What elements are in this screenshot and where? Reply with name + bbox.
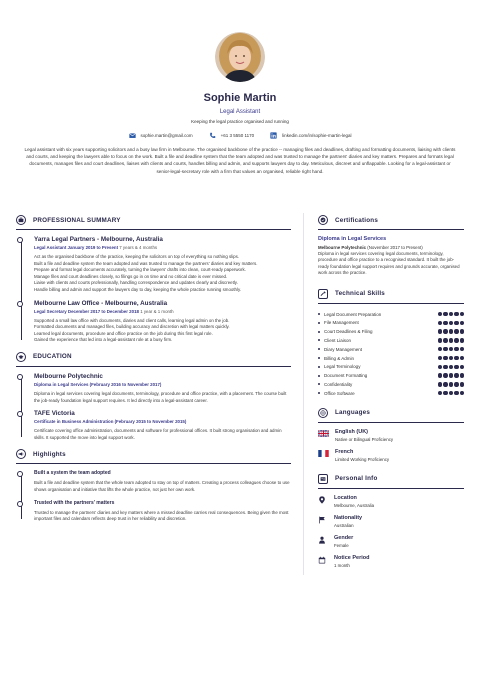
entry-title: TAFE Victoria xyxy=(34,410,75,418)
job-duration: 1 year & 1 month xyxy=(140,308,174,314)
skills-list xyxy=(318,310,464,398)
skill-row xyxy=(318,318,464,327)
bullet-icon xyxy=(318,331,320,333)
rating-dot xyxy=(460,391,464,395)
rating-dot xyxy=(454,373,458,377)
education-entry xyxy=(34,410,291,441)
technical-skills-heading xyxy=(318,287,464,301)
info-label: Gender xyxy=(334,534,354,541)
id-card-icon xyxy=(318,474,328,484)
candidate-tagline: Keeping the legal practice organised and running xyxy=(191,119,289,124)
certification-title: Diploma in Legal Services xyxy=(318,236,387,242)
profile-summary: Legal assistant with six years supporting solicitors and a busy law firm in Melbourne. The organised backbone of the practice -- managing files and deadlines, drafting and formatting documents, liaising with clients and courts, and keeping the lawyers able to focus on the work. Built a file and deadline system that the team adopted and was trusted to manage the partners' diaries and key matters. Prepares and formats legal documents, manages files and court deadlines, liaises with clients and courts, handles billing and admin, and supports lawyers day to day. Meticulous, discreet and unflappable. Looking for a legal-assistant or senior-legal-secretary role with a firm that values an organised, reliable right hand. xyxy=(24,147,456,174)
experience-entry xyxy=(34,236,291,294)
skill-row xyxy=(318,354,464,363)
bullet-icon xyxy=(318,383,320,385)
rating-dot xyxy=(454,365,458,369)
briefcase-icon xyxy=(16,215,26,225)
info-value: Melbourne, Australia xyxy=(334,502,375,508)
rating-dot xyxy=(454,382,458,386)
skill-name-wrap xyxy=(318,329,373,334)
skill-rating xyxy=(438,312,464,316)
profile-photo xyxy=(215,32,265,82)
skill-rating xyxy=(438,391,464,395)
highlights-heading xyxy=(16,447,291,461)
skill-rating xyxy=(438,321,464,325)
section-title: Personal Info xyxy=(335,475,378,483)
phone-text: +61 3 5550 1170 xyxy=(220,133,255,138)
skill-name: Billing & Admin xyxy=(324,355,355,361)
rating-dot xyxy=(443,356,447,360)
resume-columns xyxy=(0,213,480,575)
bullet-icon xyxy=(318,339,320,341)
skill-name-wrap xyxy=(318,364,360,369)
resume-header xyxy=(0,0,480,175)
calendar-icon xyxy=(318,556,326,564)
linkedin-contact[interactable] xyxy=(270,132,351,139)
rating-dot xyxy=(438,321,442,325)
entry-line: Prepare and format legal documents accurately, turning the lawyers' drafts into clean, court-ready paperwork. xyxy=(34,267,246,273)
job-duration: 7 years & 4 months xyxy=(119,245,158,250)
entry-line: Supported a small law office with documents, diaries and client calls, learning legal admin on the job. xyxy=(34,317,230,323)
info-label: Location xyxy=(334,494,357,501)
skill-name-wrap xyxy=(318,347,362,352)
info-value: Female xyxy=(334,542,349,548)
rating-dot xyxy=(460,356,464,360)
section-divider xyxy=(318,488,464,489)
rating-dot xyxy=(443,373,447,377)
rating-dot xyxy=(449,382,453,386)
timeline-dot xyxy=(17,237,23,243)
entry-subtitle: Certificate in Business Administration (February 2015 to November 2015) xyxy=(34,419,187,425)
rating-dot xyxy=(460,321,464,325)
entry-title: Melbourne Law Office - Melbourne, Australia xyxy=(34,299,168,307)
section-divider xyxy=(318,229,464,230)
badge-check-icon xyxy=(318,215,328,225)
rating-dot xyxy=(438,391,442,395)
skill-name: Document Formatting xyxy=(324,373,368,379)
skill-row xyxy=(318,345,464,354)
languages-heading xyxy=(318,406,464,420)
language-level: Limited Working Proficiency xyxy=(335,456,390,462)
skill-name: Legal Document Preparation xyxy=(324,311,382,317)
bullet-icon xyxy=(318,322,320,324)
rating-dot xyxy=(443,382,447,386)
linkedin-text: linkedin.com/in/sophie-martin-legal xyxy=(282,133,352,138)
rating-dot xyxy=(454,347,458,351)
skill-name-wrap xyxy=(318,312,381,317)
rating-dot xyxy=(449,338,453,342)
highlight-body: Trusted to manage the partners' diaries and key matters where a missed deadline carries real consequences. Being given the most important files and calendars reflects deep trust in her reliability and discretion. xyxy=(34,509,289,522)
language-name: French xyxy=(335,448,354,455)
info-value: Australian xyxy=(334,522,354,528)
personal-info-location xyxy=(318,495,464,508)
highlights-timeline xyxy=(16,470,291,522)
skill-row xyxy=(318,362,464,371)
language-entry xyxy=(318,449,464,462)
rating-dot xyxy=(449,356,453,360)
rating-dot xyxy=(460,382,464,386)
education-heading xyxy=(16,350,291,364)
left-column xyxy=(0,213,304,575)
section-divider xyxy=(16,463,291,464)
bullet-icon xyxy=(318,392,320,394)
rating-dot xyxy=(454,312,458,316)
email-icon xyxy=(129,132,136,139)
skill-row xyxy=(318,389,464,398)
highlight-title: Trusted with the partners' matters xyxy=(34,499,115,506)
skill-name: Diary Management xyxy=(324,346,363,352)
rating-dot xyxy=(438,356,442,360)
rating-dot xyxy=(443,391,447,395)
highlight-title: Built a system the team adopted xyxy=(34,470,111,477)
education-timeline xyxy=(16,373,291,441)
megaphone-icon xyxy=(16,449,26,459)
section-divider xyxy=(16,229,291,230)
skill-rating xyxy=(438,338,464,342)
skill-name-wrap xyxy=(318,373,367,378)
professional-summary-heading xyxy=(16,213,291,227)
entry-line: Built a file and deadline system the team adopted and was trusted to manage the partners' diaries and key matters. xyxy=(34,260,258,266)
bullet-icon xyxy=(318,375,320,377)
graduation-cap-icon xyxy=(16,352,26,362)
info-label: Nationality xyxy=(334,514,363,521)
rating-dot xyxy=(454,338,458,342)
skill-rating xyxy=(438,347,464,351)
section-title: PROFESSIONAL SUMMARY xyxy=(33,216,121,224)
bullet-icon xyxy=(318,313,320,315)
certification-dates: (November 2017 to Present) xyxy=(367,245,423,250)
rating-dot xyxy=(454,321,458,325)
education-entry xyxy=(34,373,291,404)
entry-line: Manage files and court deadlines closely, so filings go in on time and no critical date is ever missed. xyxy=(34,273,228,279)
language-entry xyxy=(318,429,464,442)
candidate-role: Legal Assistant xyxy=(219,109,261,115)
section-title: Languages xyxy=(335,409,371,417)
section-title: Highlights xyxy=(33,450,66,458)
rating-dot xyxy=(443,321,447,325)
skill-name: Court Deadlines & Filing xyxy=(324,329,373,335)
entry-subtitle xyxy=(34,309,291,314)
skill-name: Legal Terminology xyxy=(324,364,361,370)
entry-title: Yarra Legal Partners - Melbourne, Australia xyxy=(34,236,163,243)
person-icon xyxy=(318,536,326,544)
skill-row xyxy=(318,371,464,380)
rating-dot xyxy=(454,329,458,333)
section-divider xyxy=(318,422,464,423)
rating-dot xyxy=(443,338,447,342)
rating-dot xyxy=(438,338,442,342)
skill-name-wrap xyxy=(318,382,352,387)
rating-dot xyxy=(438,312,442,316)
rating-dot xyxy=(443,365,447,369)
certification-body: Diploma in legal services covering legal documents, terminology, procedure and office practice to a recognised standard. It built the job-ready foundation legal support requires and grounds accurate, organised work across the practice. xyxy=(318,251,460,276)
highlight-entry xyxy=(34,470,291,493)
rating-dot xyxy=(438,373,442,377)
entry-body: Diploma in legal services covering legal documents, terminology, procedure and office practice, with a placement. The course built the job-ready foundation legal support requires. It led directly into a legal-assistant career. xyxy=(34,390,287,403)
entry-title: Melbourne Polytechnic xyxy=(34,372,103,380)
highlight-entry xyxy=(34,500,291,523)
job-subtitle: Legal Secretary December 2017 to December 2018 xyxy=(34,308,139,314)
language-level: Native or Bilingual Proficiency xyxy=(335,436,394,442)
rating-dot xyxy=(438,329,442,333)
bullet-icon xyxy=(318,366,320,368)
certification-entry xyxy=(318,236,464,277)
skill-name: Confidentiality xyxy=(324,381,353,387)
experience-entry xyxy=(34,300,291,344)
timeline-dot xyxy=(17,411,23,417)
personal-info-nationality xyxy=(318,515,464,528)
job-subtitle: Legal Assistant January 2019 to Present xyxy=(34,245,119,250)
bullet-icon xyxy=(318,357,320,359)
skill-rating xyxy=(438,356,464,360)
flag-icon xyxy=(318,516,326,524)
email-contact[interactable] xyxy=(129,132,193,139)
certification-issuer-line xyxy=(318,245,464,250)
rating-dot xyxy=(449,365,453,369)
phone-contact[interactable] xyxy=(209,132,255,139)
skill-name: File Management xyxy=(324,320,359,326)
skill-rating xyxy=(438,329,464,333)
candidate-name: Sophie Martin xyxy=(203,92,277,104)
skill-row xyxy=(318,336,464,345)
rating-dot xyxy=(449,321,453,325)
rating-dot xyxy=(443,312,447,316)
rating-dot xyxy=(454,356,458,360)
personal-info-gender xyxy=(318,535,464,548)
rating-dot xyxy=(438,365,442,369)
wrench-icon xyxy=(318,289,328,299)
email-text: sophie.martin@gmail.com xyxy=(140,133,193,138)
entry-body xyxy=(34,254,291,294)
entry-line: Handle billing and admin and support the lawyers day to day, keeping the whole practice running smoothly. xyxy=(34,286,242,292)
experience-timeline xyxy=(16,236,291,344)
uk-flag xyxy=(318,430,329,437)
contact-bar xyxy=(0,132,480,139)
section-divider xyxy=(16,366,291,367)
skill-row xyxy=(318,327,464,336)
globe-icon xyxy=(318,408,328,418)
entry-line: Formatted documents and managed files, building accuracy and discretion with legal matters quickly. xyxy=(34,324,230,330)
rating-dot xyxy=(460,373,464,377)
rating-dot xyxy=(460,338,464,342)
section-title: Technical Skills xyxy=(335,290,385,298)
entry-line: Act as the organised backbone of the practice, keeping the solicitors on top of everything so nothing slips. xyxy=(34,254,240,259)
entry-line: Liaise with clients and courts professionally, handling correspondence and updates clearly and discreetly. xyxy=(34,280,238,286)
certification-issuer: Melbourne Polytechnic xyxy=(318,245,367,250)
section-title: Certifications xyxy=(335,216,379,224)
rating-dot xyxy=(460,312,464,316)
skill-name-wrap xyxy=(318,356,354,361)
skill-rating xyxy=(438,373,464,377)
info-value: 1 month xyxy=(334,562,350,568)
entry-body: Certificate covering office administration, documents and software for professional offices. It built strong organisation and admin skills. It supported the move into legal support work. xyxy=(34,428,282,440)
france-flag xyxy=(318,450,329,457)
rating-dot xyxy=(443,347,447,351)
entry-line: Learned legal documents, procedure and office practice on the job during this first legal role. xyxy=(34,330,213,336)
skill-name: Office Software xyxy=(324,390,355,396)
rating-dot xyxy=(443,329,447,333)
personal-info-notice-period xyxy=(318,555,464,568)
timeline-dot xyxy=(17,471,23,477)
skill-name-wrap xyxy=(318,320,359,325)
certifications-heading xyxy=(318,213,464,227)
phone-icon xyxy=(209,132,216,139)
rating-dot xyxy=(454,391,458,395)
timeline-dot xyxy=(17,374,23,380)
info-label: Notice Period xyxy=(334,554,370,561)
rating-dot xyxy=(460,329,464,333)
skill-name-wrap xyxy=(318,391,355,396)
rating-dot xyxy=(449,329,453,333)
personal-info-heading xyxy=(318,472,464,486)
rating-dot xyxy=(449,391,453,395)
skill-rating xyxy=(438,365,464,369)
section-divider xyxy=(318,303,464,304)
language-name: English (UK) xyxy=(335,428,368,435)
skill-name-wrap xyxy=(318,338,351,343)
skill-rating xyxy=(438,382,464,386)
rating-dot xyxy=(449,347,453,351)
entry-subtitle xyxy=(34,245,291,250)
rating-dot xyxy=(460,347,464,351)
rating-dot xyxy=(449,312,453,316)
rating-dot xyxy=(438,382,442,386)
highlight-body: Built a file and deadline system that the whole team adopted to stay on top of matters. Creating a process colleagues choose to use shows organisation and initiative that lifts the whole practice, not just her own work. xyxy=(34,480,290,492)
right-column xyxy=(304,213,480,575)
timeline-dot xyxy=(17,301,23,307)
entry-line: Gained the experience that led into a legal-assistant role at a busy firm. xyxy=(34,337,173,343)
timeline-dot xyxy=(17,501,23,507)
linkedin-icon xyxy=(270,132,277,139)
rating-dot xyxy=(438,347,442,351)
location-pin-icon xyxy=(318,496,326,504)
entry-body xyxy=(34,318,291,344)
entry-subtitle: Diploma in Legal Services (February 2016 to November 2017) xyxy=(34,381,162,387)
section-title: EDUCATION xyxy=(33,353,72,361)
bullet-icon xyxy=(318,348,320,350)
rating-dot xyxy=(449,373,453,377)
skill-name: Client Liaison xyxy=(324,337,352,343)
skill-row xyxy=(318,380,464,389)
skill-row xyxy=(318,310,464,319)
rating-dot xyxy=(460,365,464,369)
